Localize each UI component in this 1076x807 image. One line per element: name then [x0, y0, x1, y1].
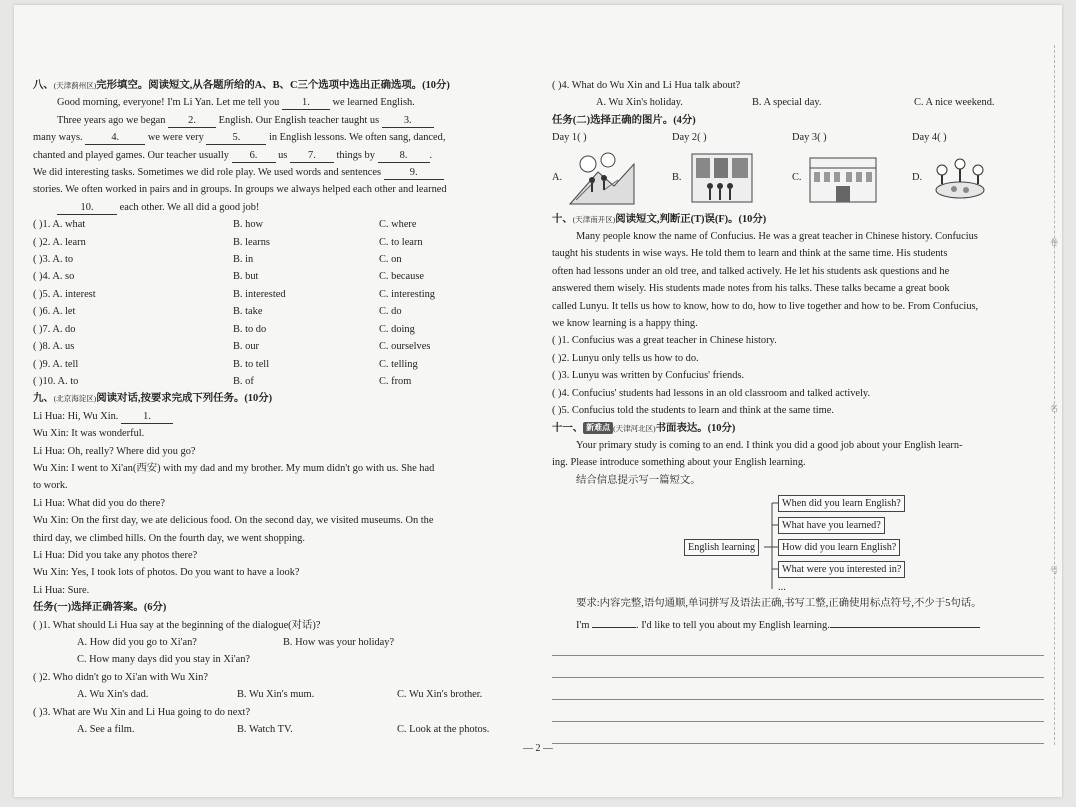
day-2-slot[interactable]: Day 2( ): [672, 132, 707, 144]
picture-d[interactable]: D.: [912, 150, 1032, 206]
option-row[interactable]: ( )4. A. so B. but C. because: [33, 271, 425, 283]
passage-line: taught his students in wise ways. He told them to learn and think at the same time. His students: [552, 248, 948, 260]
option-row[interactable]: ( )5. A. interest B. interested C. interesting: [33, 288, 435, 300]
margin-mark: 卷: [1050, 238, 1058, 247]
section10-heading: 十、(天津南开区)阅读短文,判断正(T)误(F)。(10分): [552, 213, 767, 225]
picture-c[interactable]: C.: [792, 150, 912, 206]
dialogue-line: Wu Xin: On the first day, we ate delicious food. On the second day, we visited museums. On the: [33, 515, 434, 527]
mind-map-more: ...: [778, 582, 786, 594]
option-row[interactable]: ( )10. A. to B. of C. from: [33, 375, 412, 387]
picture-b[interactable]: B.: [672, 150, 792, 206]
question: ( )1. What should Li Hua say at the beginning of the dialogue(对话)?: [33, 619, 321, 631]
blank-4[interactable]: 4.: [85, 132, 145, 145]
section9-heading: 九、(北京海淀区)阅读对话,按要求完成下列任务。(10分): [33, 393, 273, 405]
dialogue-line: Wu Xin: It was wonderful.: [33, 428, 145, 440]
blank-5[interactable]: 5.: [206, 132, 266, 145]
tf-statement[interactable]: ( )1. Confucius was a great teacher in Chinese history.: [552, 335, 777, 347]
tf-statement[interactable]: ( )2. Lunyu only tells us how to do.: [552, 352, 699, 364]
dialogue-line: to work.: [33, 480, 68, 492]
tf-statement[interactable]: ( )5. Confucius told the students to learn and think at the same time.: [552, 405, 834, 417]
passage-line: 10. each other. We all did a good job!: [33, 199, 529, 216]
option-row[interactable]: ( )3. A. to B. in C. on: [33, 254, 402, 266]
answer-options[interactable]: C. How many days did you stay in Xi'an?: [77, 654, 251, 666]
passage-line: chanted and played games. Our teacher usually 6. us 7. things by 8. .: [33, 149, 433, 161]
museum-building-picture: [808, 150, 878, 206]
answer-options[interactable]: A. Wu Xin's holiday. B. A special day. C. A nice weekend.: [596, 97, 995, 109]
difficulty-badge: 新难点: [583, 422, 613, 434]
question: ( )2. Who didn't go to Xi'an with Wu Xin?: [33, 671, 208, 683]
exam-paper: [14, 5, 1062, 797]
dialogue-line: Li Hua: Did you take any photos there?: [33, 549, 198, 561]
option-row[interactable]: ( )9. A. tell B. to tell C. telling: [33, 358, 418, 370]
day-1-slot[interactable]: Day 1( ): [552, 132, 587, 144]
task2-title: 任务(二)选择正确的图片。(4分): [552, 114, 696, 126]
passage-line: many ways. 4. we were very 5. in English lessons. We often sang, danced,: [33, 132, 446, 144]
passage-line: Three years ago we began 2. English. Our English teacher taught us 3.: [33, 112, 529, 129]
section8-number: 八、: [33, 80, 54, 91]
writing-start: I'm . I'd like to tell you about my English learning.: [552, 617, 1044, 634]
passage-line: stories. We often worked in pairs and in groups. In groups we always helped each other and learned: [33, 184, 447, 196]
name-blank[interactable]: [592, 627, 636, 628]
blank-6[interactable]: 6.: [232, 150, 276, 163]
hill-climbing-picture: [568, 150, 636, 206]
dialogue-blank-1[interactable]: 1.: [121, 411, 173, 424]
section11-heading: 十一、 新难点 (天津河北区)书面表达。(10分): [552, 422, 736, 434]
passage-line: Good morning, everyone! I'm Li Yan. Let me tell you 1. we learned English.: [57, 97, 415, 109]
dialogue-line: Wu Xin: Yes, I took lots of photos. Do you want to have a look?: [33, 567, 300, 579]
mind-map-branch: What have you learned?: [778, 517, 885, 534]
blank-9[interactable]: 9.: [384, 167, 444, 180]
mind-map: [552, 489, 1044, 595]
writing-requirements: 要求:内容完整,语句通顺,单词拼写及语法正确,书写工整,正确使用标点符号,不少于5句话。: [576, 598, 982, 610]
passage-line: we know learning is a happy thing.: [552, 318, 698, 330]
cloze-options: [33, 216, 529, 390]
passage-line: We did interesting tasks. Sometimes we did role play. We used words and sentences 9.: [33, 164, 529, 181]
option-row[interactable]: ( )2. A. learn B. learns C. to learn: [33, 236, 423, 248]
picture-a[interactable]: A.: [552, 150, 672, 206]
answer-options[interactable]: A. See a film. B. Watch TV. C. Look at the photos.: [77, 724, 490, 736]
dialogue-line: Li Hua: Oh, really? Where did you go?: [33, 445, 196, 457]
blank-10[interactable]: 10.: [57, 202, 117, 215]
day-4-slot[interactable]: Day 4( ): [912, 132, 947, 144]
day-3-slot[interactable]: Day 3( ): [792, 132, 827, 144]
option-row[interactable]: ( )1. A. what B. how C. where: [33, 219, 417, 231]
writing-line-start[interactable]: [830, 627, 980, 628]
shopping-street-picture: [688, 150, 756, 206]
writing-line[interactable]: [552, 656, 1044, 678]
question: ( )4. What do Wu Xin and Li Hua talk about?: [552, 80, 741, 91]
section8-title: 完形填空。阅读短文,从各题所给的A、B、C三个选项中选出正确选项。(10分): [96, 80, 450, 91]
blank-8[interactable]: 8.: [378, 150, 430, 163]
binding-margin-line: [1054, 45, 1055, 745]
right-column: [552, 77, 1044, 744]
dialogue-line: Li Hua: What did you do there?: [33, 497, 165, 509]
writing-hint: 结合信息提示写一篇短文。: [576, 474, 701, 486]
blank-7[interactable]: 7.: [290, 150, 334, 163]
mind-map-branch: When did you learn English?: [778, 495, 905, 512]
mind-map-center: English learning: [684, 539, 759, 556]
answer-options[interactable]: A. How did you go to Xi'an? B. How was your holiday?: [77, 637, 395, 648]
page-number: — 2 —: [523, 743, 553, 754]
tf-statement[interactable]: ( )3. Lunyu was written by Confucius' friends.: [552, 370, 745, 382]
option-row[interactable]: ( )6. A. let B. take C. do: [33, 306, 402, 318]
left-column: [33, 77, 529, 738]
section8-source: (天津蓟州区): [53, 81, 97, 90]
question: ( )3. What are Wu Xin and Li Hua going to do next?: [33, 706, 251, 718]
margin-mark: 名: [1050, 404, 1058, 413]
tf-statement[interactable]: ( )4. Confucius' students had lessons in an old classroom and talked actively.: [552, 387, 871, 399]
day-slots: [552, 129, 1044, 146]
passage-line: answered them wisely. His students made notes from his talks. These talks became a great book: [552, 283, 950, 295]
task1-title: 任务(一)选择正确答案。(6分): [33, 602, 167, 614]
writing-line[interactable]: [552, 678, 1044, 700]
eating-food-picture: [928, 150, 992, 206]
dialogue-line: Wu Xin: I went to Xi'an(西安) with my dad and my brother. My mum didn't go with us. She had: [33, 462, 435, 474]
picture-options: [552, 149, 1044, 207]
writing-intro: ing. Please introduce something about your English learning.: [552, 457, 806, 469]
writing-line[interactable]: [552, 722, 1044, 744]
section8-heading: [33, 77, 529, 94]
writing-intro: Your primary study is coming to an end. I think you did a good job about your English learn-: [576, 439, 963, 451]
dialogue-line: third day, we climbed hills. On the fourth day, we went shopping.: [33, 532, 305, 544]
option-row[interactable]: ( )7. A. do B. to do C. doing: [33, 323, 415, 335]
answer-options[interactable]: A. Wu Xin's dad. B. Wu Xin's mum. C. Wu Xin's brother.: [77, 689, 483, 701]
option-row[interactable]: ( )8. A. us B. our C. ourselves: [33, 341, 431, 353]
dialogue-line: Li Hua: Sure.: [33, 584, 90, 596]
passage-line: often had lessons under an old tree, and talked actively. He let his students ask questions and he: [552, 265, 950, 277]
writing-line[interactable]: [552, 700, 1044, 722]
mind-map-branch: How did you learn English?: [778, 539, 900, 556]
dialogue-line: Li Hua: Hi, Wu Xin. 1.: [33, 408, 529, 425]
margin-mark: 号: [1050, 566, 1058, 575]
blank-3[interactable]: 3.: [382, 115, 434, 128]
writing-line[interactable]: [552, 634, 1044, 656]
mind-map-branch: What were you interested in?: [778, 561, 905, 578]
blank-1[interactable]: 1.: [282, 97, 330, 110]
passage-line: Many people know the name of Confucius. He was a great teacher in Chinese history. Confucius: [576, 231, 978, 243]
passage-line: called Lunyu. It tells us how to know, how to do, how to live together and how to be. From Confucius,: [552, 300, 979, 312]
blank-2[interactable]: 2.: [168, 115, 216, 128]
